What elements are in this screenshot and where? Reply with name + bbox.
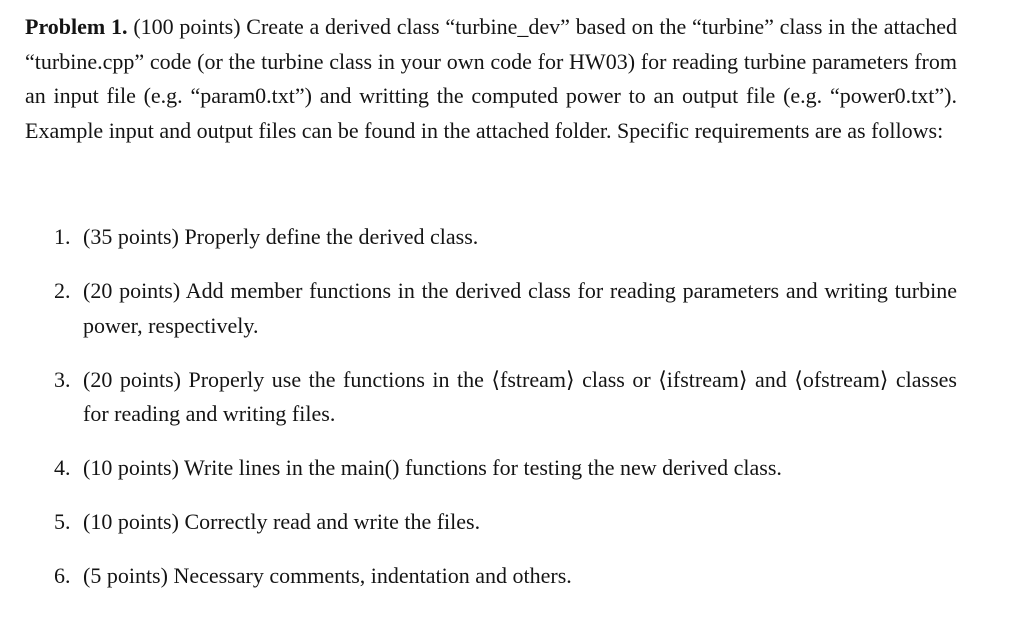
requirement-text: (20 points) Properly use the functions in the ⟨fstream⟩ class or ⟨ifstream⟩ and ⟨ofstream⟩ classes for reading and writing files. — [83, 366, 957, 426]
requirement-number: 2. — [54, 278, 71, 303]
problem-statement — [25, 10, 957, 148]
requirement-item — [25, 559, 957, 594]
problem-heading: Problem 1. — [25, 14, 128, 39]
requirement-item — [25, 274, 957, 343]
requirement-item — [25, 451, 957, 486]
requirement-text: (10 points) Correctly read and write the files. — [83, 509, 481, 534]
requirement-item — [25, 220, 957, 255]
requirement-number: 5. — [54, 509, 71, 534]
problem-intro: (100 points) Create a derived class “turbine_dev” based on the “turbine” class in the attached “turbine.cpp” code (or the turbine class in your own code for HW03) for reading turbine parameters from an input file (e.g. “param0.txt”) and writting the computed power to an output file (e.g. “power0.txt”). Example input and output files can be found in the attached folder. Specific requirements are as follows: — [25, 14, 957, 143]
requirement-item — [25, 505, 957, 540]
requirement-item — [25, 363, 957, 432]
requirement-text: (10 points) Write lines in the main() functions for testing the new derived class. — [83, 455, 782, 480]
requirement-number: 1. — [54, 224, 71, 249]
requirements-list — [25, 220, 957, 613]
requirement-number: 6. — [54, 563, 71, 588]
requirement-text: (35 points) Properly define the derived class. — [83, 224, 479, 249]
requirement-text: (5 points) Necessary comments, indentation and others. — [83, 563, 572, 588]
document-page — [25, 10, 957, 588]
requirement-text: (20 points) Add member functions in the derived class for reading parameters and writing turbine power, respectively. — [83, 278, 957, 338]
requirement-number: 3. — [54, 366, 71, 392]
requirement-number: 4. — [54, 455, 71, 480]
